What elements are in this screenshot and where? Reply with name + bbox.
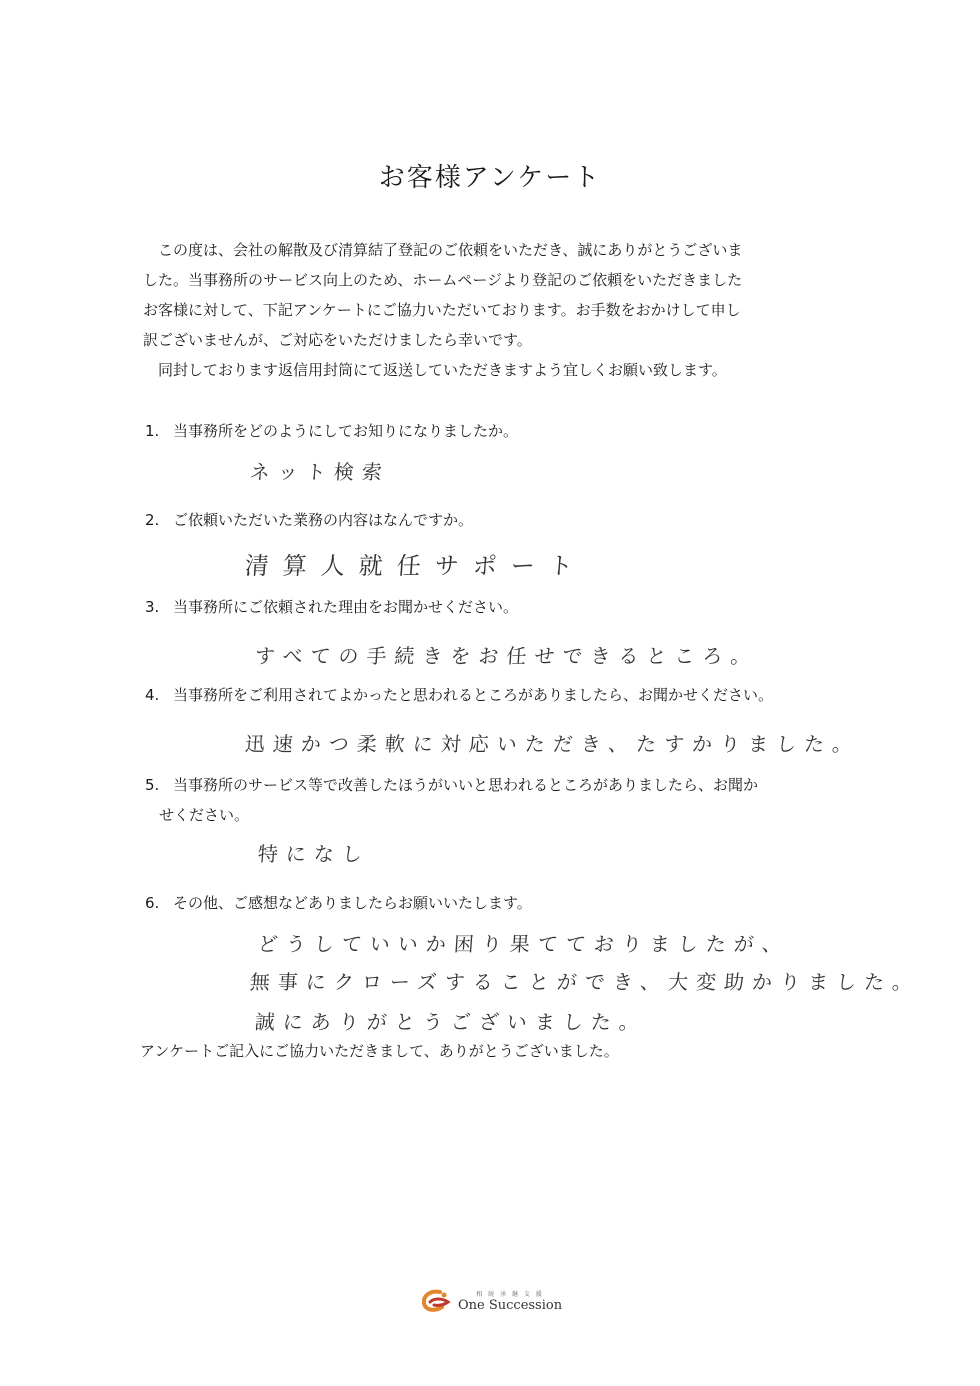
intro-line: 同封しております返信用封筒にて返送していただきますよう宜しくお願い致します。 [158,361,727,379]
intro-paragraph [143,235,843,385]
question-text: 当事務所をどのようにしてお知りになりましたか。 [173,422,519,440]
question-text: 当事務所にご依頼された理由をお聞かせください。 [173,598,519,616]
question-3 [145,592,855,622]
brand-name: One Succession [458,1298,563,1313]
answer-5: 特になし [257,842,371,866]
answer-1: ネット検索 [249,460,391,484]
intro-line: 訳ございませんが、ご対応をいただけましたら幸いです。 [143,331,532,349]
intro-line: お客様に対して、下記アンケートにご協力いただいております。お手数をおかけして申し [143,301,741,319]
one-succession-logo-icon [420,1288,454,1314]
answer-2: 清算人就任サポート [243,552,588,580]
question-text: ご依頼いただいた業務の内容はなんですか。 [173,511,474,529]
question-number: 5. [145,776,160,794]
question-number: 4. [145,686,160,704]
answer-6-line-1: どうしていいか困り果てておりましたが、 [257,932,791,956]
intro-line: した。当事務所のサービス向上のため、ホームページより登記のご依頼をいただきました [143,271,743,289]
question-4 [145,680,855,710]
page-title: お客様アンケート [378,163,602,193]
question-5 [145,770,855,830]
question-1 [145,416,855,446]
answer-6-line-3: 誠にありがとうございました。 [254,1010,648,1034]
question-number: 2. [145,511,160,529]
question-2 [145,505,855,535]
question-text-continued: せください。 [159,806,250,824]
question-number: 1. [145,422,160,440]
footer-brand [420,1288,562,1314]
intro-line: この度は、会社の解散及び清算結了登記のご依頼をいただき、誠にありがとうございま [158,241,743,259]
question-text: 当事務所をご利用されてよかったと思われるところがありましたら、お聞かせください。 [173,686,774,704]
brand-subtitle: 相 続 承 継 支 援 [476,1291,544,1298]
closing-text: アンケートご記入にご協力いただきまして、ありがとうございました。 [140,1042,619,1060]
answer-3: すべての手続きをお任せできるところ。 [254,644,760,668]
answer-4: 迅速かつ柔軟に対応いただき、たすかりました。 [244,732,861,756]
question-6 [145,888,855,918]
question-text: その他、ご感想などありましたらお願いいたします。 [173,894,532,912]
question-number: 6. [145,894,160,912]
answer-6-line-2: 無事にクローズすることができ、大変助かりました。 [249,970,921,994]
question-text: 当事務所のサービス等で改善したほうがいいと思われるところがありましたら、お聞か [173,776,759,794]
question-number: 3. [145,598,160,616]
